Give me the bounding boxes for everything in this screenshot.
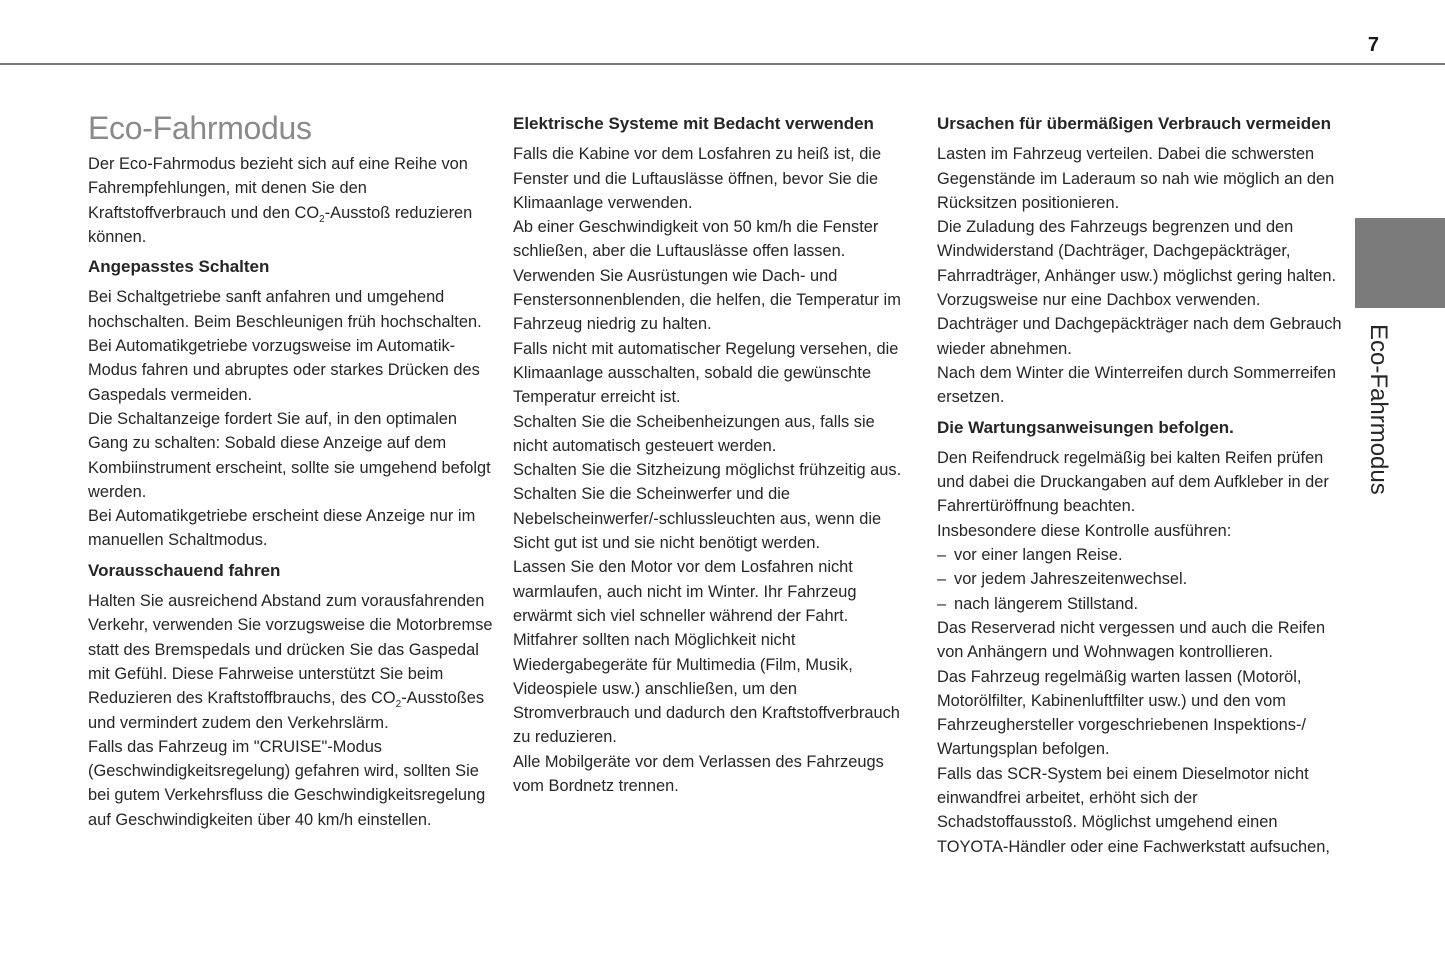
intro-paragraph — [88, 152, 498, 249]
page-title: Eco-Fahrmodus — [88, 110, 312, 146]
column-middle — [513, 112, 913, 798]
wartung-paragraph-1: Den Reifendruck regelmäßig bei kalten Reifen prüfen und dabei die Druckangaben auf dem Aufkleber in der Fahrertüröffnung beachten. — [937, 448, 1329, 516]
wartung-paragraph-5: Falls das SCR-System bei einem Dieselmotor nicht einwandfrei arbeitet, erhöht sich der Schadstoffausstoß. Möglichst umgehend einen TOYOTA-Händler oder eine Fachwerkstatt aufsuchen, — [937, 764, 1330, 856]
verbrauch-paragraph-3: Dachträger und Dachgepäckträger nach dem Gebrauch wieder abnehmen. — [937, 315, 1342, 358]
dash-marker: – — [937, 570, 947, 589]
wartung-paragraph-2: Insbesondere diese Kontrolle ausführen: — [937, 521, 1232, 540]
section-heading-voraus: Vorausschauend fahren — [88, 560, 281, 580]
list-item-text: vor einer langen Reise. — [954, 546, 1123, 565]
schalten-paragraph-4: Bei Automatikgetriebe erscheint diese Anzeige nur im manuellen Schaltmodus. — [88, 507, 476, 550]
voraus-text-b: -Ausstoßes und vermindert zudem den Verkehrslärm. — [88, 689, 485, 732]
elektrik-paragraph: Verwenden Sie Ausrüstungen wie Dach- und Fenstersonnenblenden, die helfen, die Temperatur im Fahrzeug niedrig zu halten. — [513, 266, 901, 334]
chapter-tab-marker — [1355, 218, 1445, 308]
schalten-paragraph-2: Bei Automatikgetriebe vorzugsweise im Automatik-Modus fahren und abruptes oder starkes Drücken des Gaspedals vermeiden. — [88, 337, 480, 404]
list-item-text: nach längerem Stillstand. — [954, 594, 1139, 613]
column-left — [88, 108, 498, 832]
list-item — [937, 543, 1342, 567]
elektrik-paragraph: Mitfahrer sollten nach Möglichkeit nicht Wiedergabegeräte für Multimedia (Film, Musik, Videospiele usw.) anschließen, um den Stromverbrauch und dadurch den Kraftstoffverbrauch zu reduzieren. — [513, 631, 900, 747]
co2-subscript: 2 — [395, 699, 402, 711]
elektrik-paragraph: Falls nicht mit automatischer Regelung versehen, die Klimaanlage ausschalten, sobald die gewünschte Temperatur erreicht ist. — [513, 339, 899, 407]
elektrik-paragraph: Schalten Sie die Scheinwerfer und die Nebelscheinwerfer/-schlussleuchten aus, wenn die Sicht gut ist und sie nicht benötigt werden. — [513, 485, 882, 553]
verbrauch-paragraph-1: Lasten im Fahrzeug verteilen. Dabei die schwersten Gegenstände im Laderaum so nah wie möglich an den Rücksitzen positionieren. — [937, 145, 1335, 212]
wartung-paragraph-4: Das Fahrzeug regelmäßig warten lassen (Motoröl, Motorölfilter, Kabinenluftfilter usw.) und den vom Fahrzeughersteller vorgeschriebenen Inspektions-/ Wartungsplan befolgen. — [937, 667, 1306, 759]
schalten-paragraph-1: Bei Schaltgetriebe sanft anfahren und umgehend hochschalten. Beim Beschleunigen früh hochschalten. — [88, 288, 482, 331]
intro-text-a: Der Eco-Fahrmodus bezieht sich auf eine Reihe von Fahrempfehlungen, mit denen Sie den Kraftstoffverbrauch und den CO — [88, 155, 468, 222]
intro-text-b: -Ausstoß reduzieren können. — [88, 203, 473, 246]
elektrik-paragraph: Ab einer Geschwindigkeit von 50 km/h die Fenster schließen, aber die Luftauslässe offen lassen. — [513, 218, 879, 261]
elektrik-paragraph: Schalten Sie die Sitzheizung möglichst frühzeitig aus. — [513, 461, 902, 480]
list-item — [937, 567, 1342, 591]
header-divider — [0, 63, 1445, 65]
list-item-text: vor jedem Jahreszeitenwechsel. — [954, 570, 1188, 589]
page-number: 7 — [1367, 34, 1379, 56]
dash-marker: – — [937, 594, 947, 613]
chapter-tab-label: Eco-Fahrmodus — [1365, 324, 1392, 495]
section-heading-elektrik: Elektrische Systeme mit Bedacht verwenden — [513, 114, 874, 133]
dash-marker: – — [937, 546, 947, 565]
column-right — [937, 112, 1342, 859]
voraus-paragraph-2: Falls das Fahrzeug im "CRUISE"-Modus (Geschwindigkeitsregelung) gefahren wird, sollten Sie bei gutem Verkehrsfluss die Geschwindigkeitsregelung auf Geschwindigkeiten über 40 km/h einstellen. — [88, 737, 486, 829]
verbrauch-paragraph-4: Nach dem Winter die Winterreifen durch Sommerreifen ersetzen. — [937, 363, 1336, 407]
section-heading-verbrauch: Ursachen für übermäßigen Verbrauch vermeiden — [937, 114, 1331, 133]
co2-subscript: 2 — [319, 213, 325, 225]
section-heading-schalten: Angepasstes Schalten — [88, 257, 270, 277]
verbrauch-paragraph-2: Die Zuladung des Fahrzeugs begrenzen und den Windwiderstand (Dachträger, Dachgepäckträger, Fahrradträger, Anhänger usw.) möglichst gering halten. Vorzugsweise nur eine Dachbox verwenden. — [937, 218, 1337, 310]
elektrik-paragraph: Alle Mobilgeräte vor dem Verlassen des Fahrzeugs vom Bordnetz trennen. — [513, 752, 884, 796]
voraus-text-a: Halten Sie ausreichend Abstand zum vorausfahrenden Verkehr, verwenden Sie vorzugsweise die Motorbremse statt des Bremspedals und drücken Sie das Gaspedal mit Gefühl. Diese Fahrweise unterstützt Sie beim Reduzieren des Kraftstoffbrauchs, des CO — [88, 592, 493, 708]
elektrik-paragraph: Schalten Sie die Scheibenheizungen aus, falls sie nicht automatisch gesteuert werden. — [513, 412, 875, 455]
voraus-paragraph-1 — [88, 589, 498, 735]
elektrik-paragraph: Falls die Kabine vor dem Losfahren zu heiß ist, die Fenster und die Luftauslässe öffnen, bevor Sie die Klimaanlage verwenden. — [513, 145, 882, 212]
wartung-paragraph-3: Das Reserverad nicht vergessen und auch die Reifen von Anhängern und Wohnwagen kontrollieren. — [937, 618, 1326, 662]
elektrik-paragraph: Lassen Sie den Motor vor dem Losfahren nicht warmlaufen, auch nicht im Winter. Ihr Fahrzeug erwärmt sich viel schneller während der Fahrt. — [513, 558, 857, 625]
schalten-paragraph-3: Die Schaltanzeige fordert Sie auf, in den optimalen Gang zu schalten: Sobald diese Anzeige auf dem Kombiinstrument erscheint, sollte sie umgehend befolgt werden. — [88, 409, 491, 501]
section-heading-wartung: Die Wartungsanweisungen befolgen. — [937, 417, 1234, 437]
list-item — [937, 592, 1342, 616]
